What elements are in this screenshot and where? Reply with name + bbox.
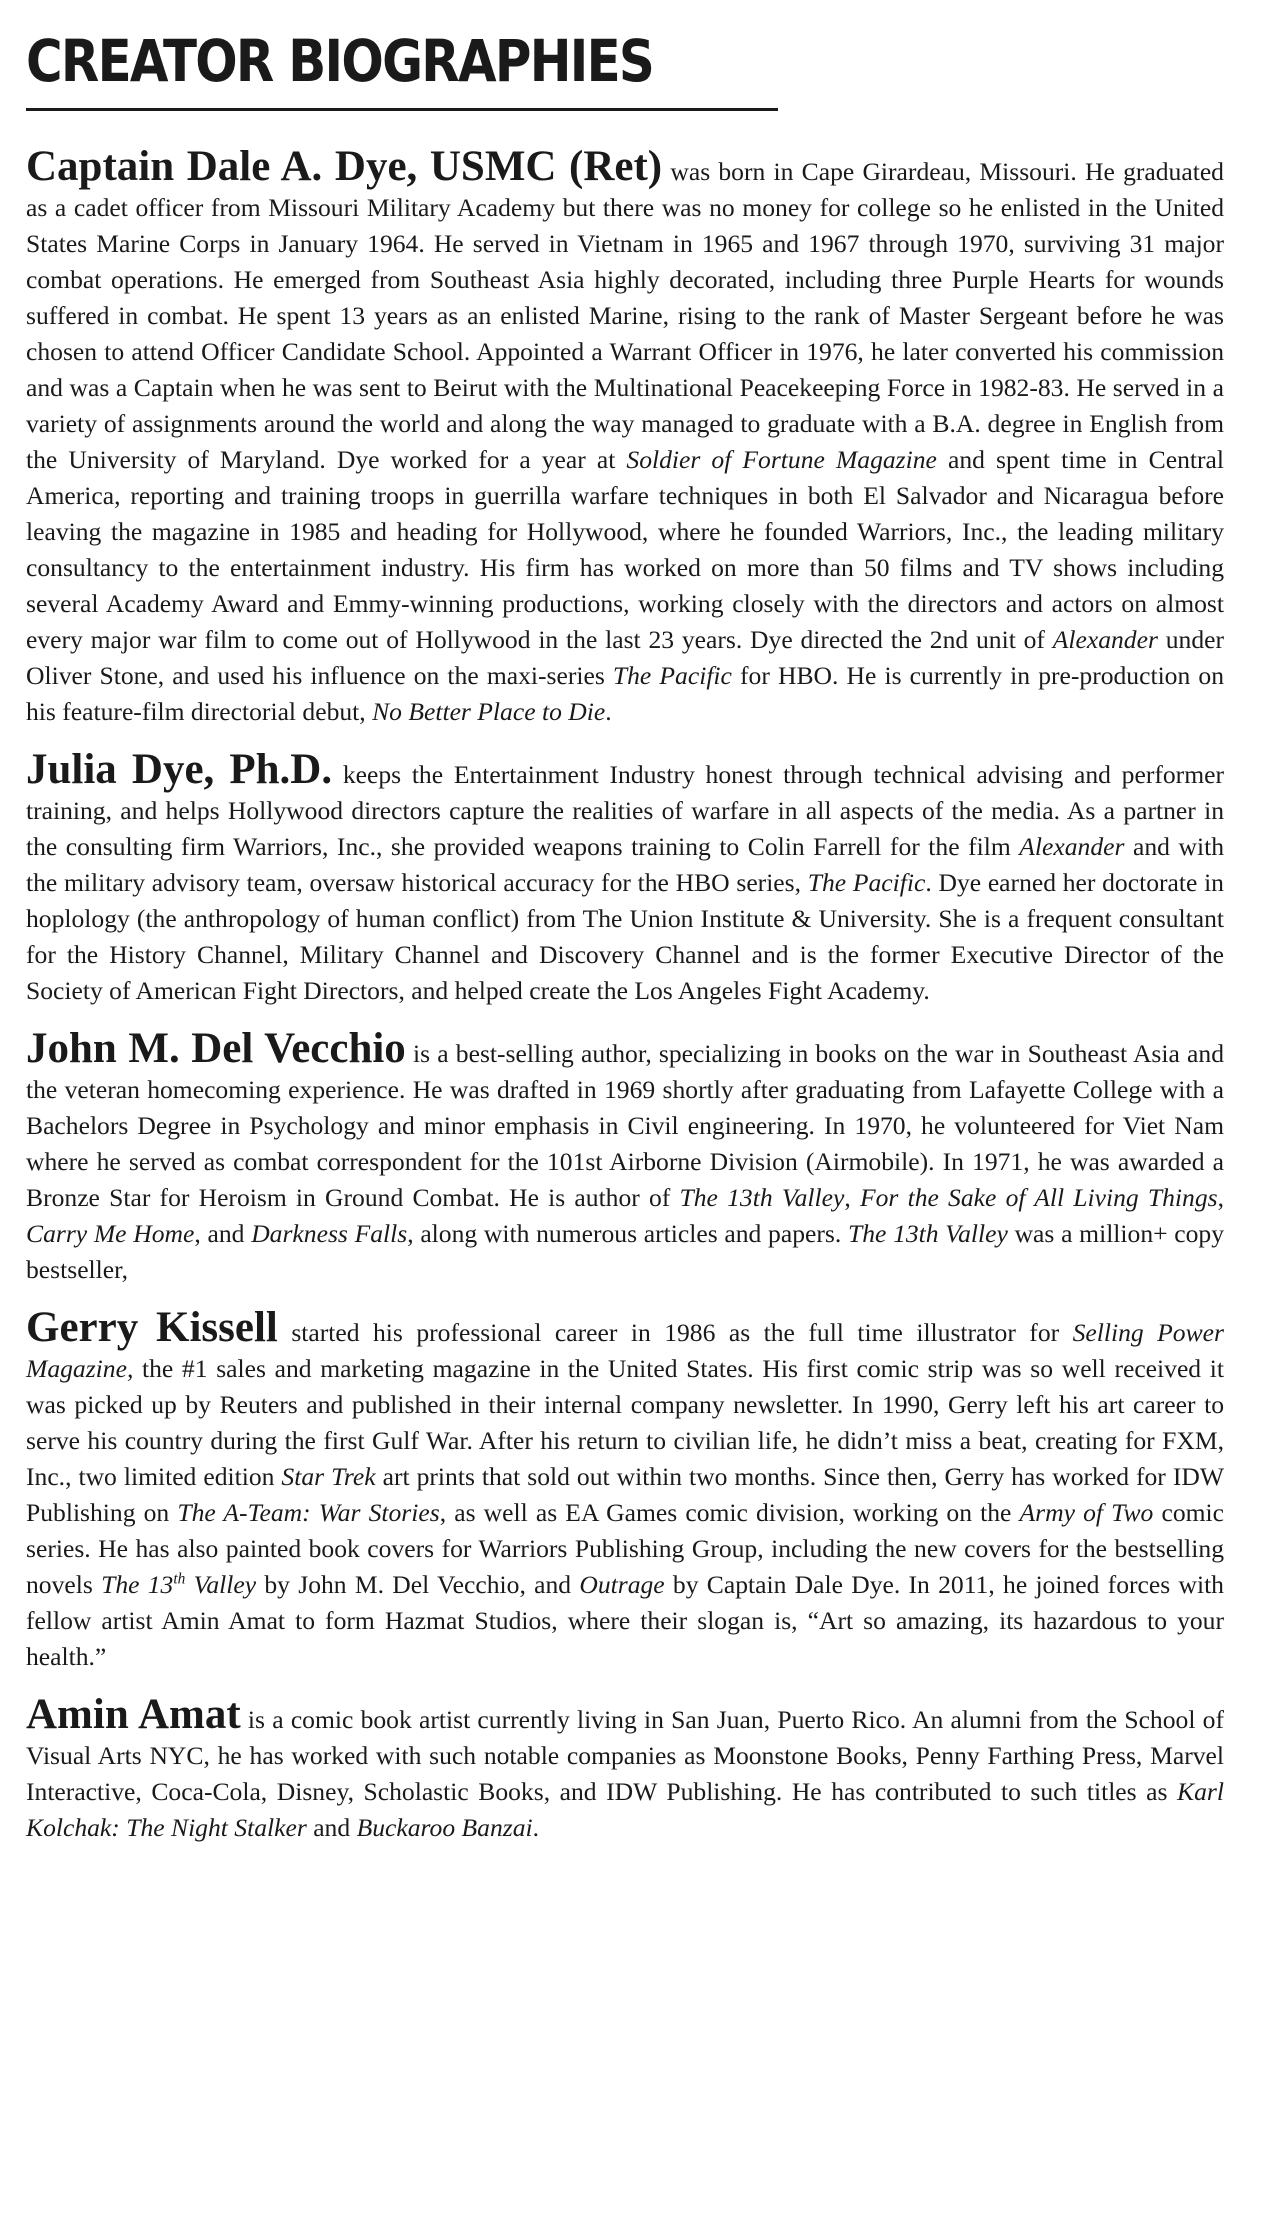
bio-italic-title: Buckaroo Banzai xyxy=(356,1813,533,1842)
bio-text: . xyxy=(605,697,612,726)
bio-text: was a million+ copy bestseller, xyxy=(26,1219,1225,1284)
bio-amin-amat xyxy=(26,1691,1224,1846)
bio-italic-title: For the Sake of All Living Things xyxy=(859,1183,1218,1212)
bio-name: Amin Amat xyxy=(26,1691,241,1738)
bio-text: , xyxy=(1217,1183,1224,1212)
bio-text: keeps the Entertainment Industry honest through technical advising and performer training, and helps Hollywood directors capture the realities of warfare in all aspects of the media. As a partner in the consulting firm Warriors, Inc., she provided weapons training to Colin Farrell for the film xyxy=(26,760,1224,861)
bio-text: and spent time in Central America, reporting and training troops in guerrilla warfare techniques in both El Salvador and Nicaragua before leaving the magazine in 1985 and heading for Hollywood, where he founded Warriors, Inc., the leading military consultancy to the entertainment industry. His firm has worked on more than 50 films and TV shows including several Academy Award and Emmy-winning productions, working closely with the directors and actors on almost every major war film to come out of Hollywood in the last 23 years. Dye directed the 2nd unit of xyxy=(26,445,1224,654)
bio-italic-title: Alexander xyxy=(1019,832,1125,861)
bio-name: Gerry Kissell xyxy=(26,1304,278,1351)
bio-italic-title: The A-Team: War Stories xyxy=(177,1498,440,1527)
bio-italic-title: Karl Kolchak: The Night Stalker xyxy=(26,1777,1224,1842)
bio-dale-dye xyxy=(26,143,1224,730)
bio-gerry-kissell xyxy=(26,1304,1225,1675)
bio-italic-title: Alexander xyxy=(1052,625,1158,654)
bio-text: comic series. He has also painted book covers for Warriors Publishing Group, including the new covers for the bestselling novels xyxy=(26,1498,1225,1599)
bio-italic-title: Darkness Falls xyxy=(251,1219,408,1248)
bio-name: Julia Dye, Ph.D. xyxy=(26,746,333,793)
bio-italic-title-part: The 13 xyxy=(101,1570,174,1599)
bio-italic-title: The Pacific xyxy=(612,661,732,690)
bio-text: art prints that sold out within two months. Since then, Gerry has worked for IDW Publishing on xyxy=(26,1462,1224,1527)
bio-italic-title: Star Trek xyxy=(281,1462,376,1491)
bio-text: the #1 sales and marketing magazine in the United States. His first comic strip was so well received it was picked up by Reuters and published in their internal company newsletter. In 1990, Gerry left his art career to serve his country during the first Gulf War. After his return to civilian life, he didn’t miss a beat, creating for FXM, Inc., two limited edition xyxy=(26,1354,1224,1491)
bio-italic-title: The 13th Valley xyxy=(679,1183,845,1212)
bio-name: Captain Dale A. Dye, USMC (Ret) xyxy=(26,143,663,190)
bio-italic-title: The 13th Valley xyxy=(847,1219,1008,1248)
bio-text: . xyxy=(532,1813,540,1842)
bio-text: started his professional career in 1986 as the full time illustrator for xyxy=(277,1318,1073,1347)
bio-name: John M. Del Vecchio xyxy=(26,1025,406,1072)
superscript-th: th xyxy=(173,1570,186,1588)
bio-text: and with the military advisory team, oversaw historical accuracy for the HBO series, xyxy=(26,832,1224,897)
title-underline xyxy=(26,108,778,111)
bio-italic-title: Selling Power Magazine, xyxy=(26,1318,1224,1383)
bio-john-del-vecchio xyxy=(26,1025,1225,1288)
bio-text: . Dye earned her doctorate in hoplology (the anthropology of human conflict) from The Union Institute & University. She is a frequent consultant for the History Channel, Military Channel and Discovery Channel and is the former Executive Director of the Society of American Fight Directors, and helped create the Los Angeles Fight Academy. xyxy=(26,868,1224,1005)
page-title: CREATOR BIOGRAPHIES xyxy=(26,27,654,95)
bio-italic-title: No Better Place to Die xyxy=(372,697,606,726)
bio-julia-dye xyxy=(26,746,1224,1009)
bio-text: , xyxy=(844,1183,860,1212)
bio-text: is a best-selling author, specializing in books on the war in Southeast Asia and the veteran homecoming experience. He was drafted in 1969 shortly after graduating from Lafayette College with a Bachelors Degree in Psychology and minor emphasis in Civil engineering. In 1970, he volunteered for Viet Nam where he served as combat correspondent for the 101st Airborne Division (Airmobile). In 1971, he was awarded a Bronze Star for Heroism in Ground Combat. He is author of xyxy=(26,1039,1224,1212)
bio-italic-title xyxy=(101,1570,256,1599)
bio-italic-title: Soldier of Fortune Magazine xyxy=(626,445,937,474)
bio-text: under Oliver Stone, and used his influence on the maxi-series xyxy=(26,625,1224,690)
bio-italic-title-part: Valley xyxy=(185,1570,257,1599)
bio-italic-title: The Pacific xyxy=(807,868,926,897)
bio-italic-title: Carry Me Home xyxy=(26,1219,195,1248)
bio-text: , as well as EA Games comic division, working on the xyxy=(439,1498,1020,1527)
bio-text: , along with numerous articles and papers. xyxy=(407,1219,848,1248)
bio-text: was born in Cape Girardeau, Missouri. He graduated as a cadet officer from Missouri Military Academy but there was no money for college so he enlisted in the United States Marine Corps in January 1964. He served in Vietnam in 1965 and 1967 through 1970, surviving 31 major combat operations. He emerged from Southeast Asia highly decorated, including three Purple Hearts for wounds suffered in combat. He spent 13 years as an enlisted Marine, rising to the rank of Master Sergeant before he was chosen to attend Officer Candidate School. Appointed a Warrant Officer in 1976, he later converted his commission and was a Captain when he was sent to Beirut with the Multinational Peacekeeping Force in 1982-83. He served in a variety of assignments around the world and along the way managed to graduate with a B.A. degree in English from the University of Maryland. Dye worked for a year at xyxy=(26,157,1224,474)
bio-text: by John M. Del Vecchio, and xyxy=(256,1570,580,1599)
bio-text: and xyxy=(306,1813,357,1842)
bio-text: by Captain Dale Dye. In 2011, he joined forces with fellow artist Amin Amat to form Hazmat Studios, where their slogan is, “Art so amazing, its hazardous to your health.” xyxy=(26,1570,1224,1671)
bio-text: , and xyxy=(194,1219,252,1248)
bio-italic-title: Army of Two xyxy=(1019,1498,1154,1527)
bio-italic-title: Outrage xyxy=(579,1570,665,1599)
bio-text: for HBO. He is currently in pre-production on his feature-film directorial debut, xyxy=(26,661,1224,726)
bio-text: is a comic book artist currently living in San Juan, Puerto Rico. An alumni from the School of Visual Arts NYC, he has worked with such notable companies as Moonstone Books, Penny Farthing Press, Marvel Interactive, Coca-Cola, Disney, Scholastic Books, and IDW Publishing. He has contributed to such titles as xyxy=(26,1705,1224,1806)
